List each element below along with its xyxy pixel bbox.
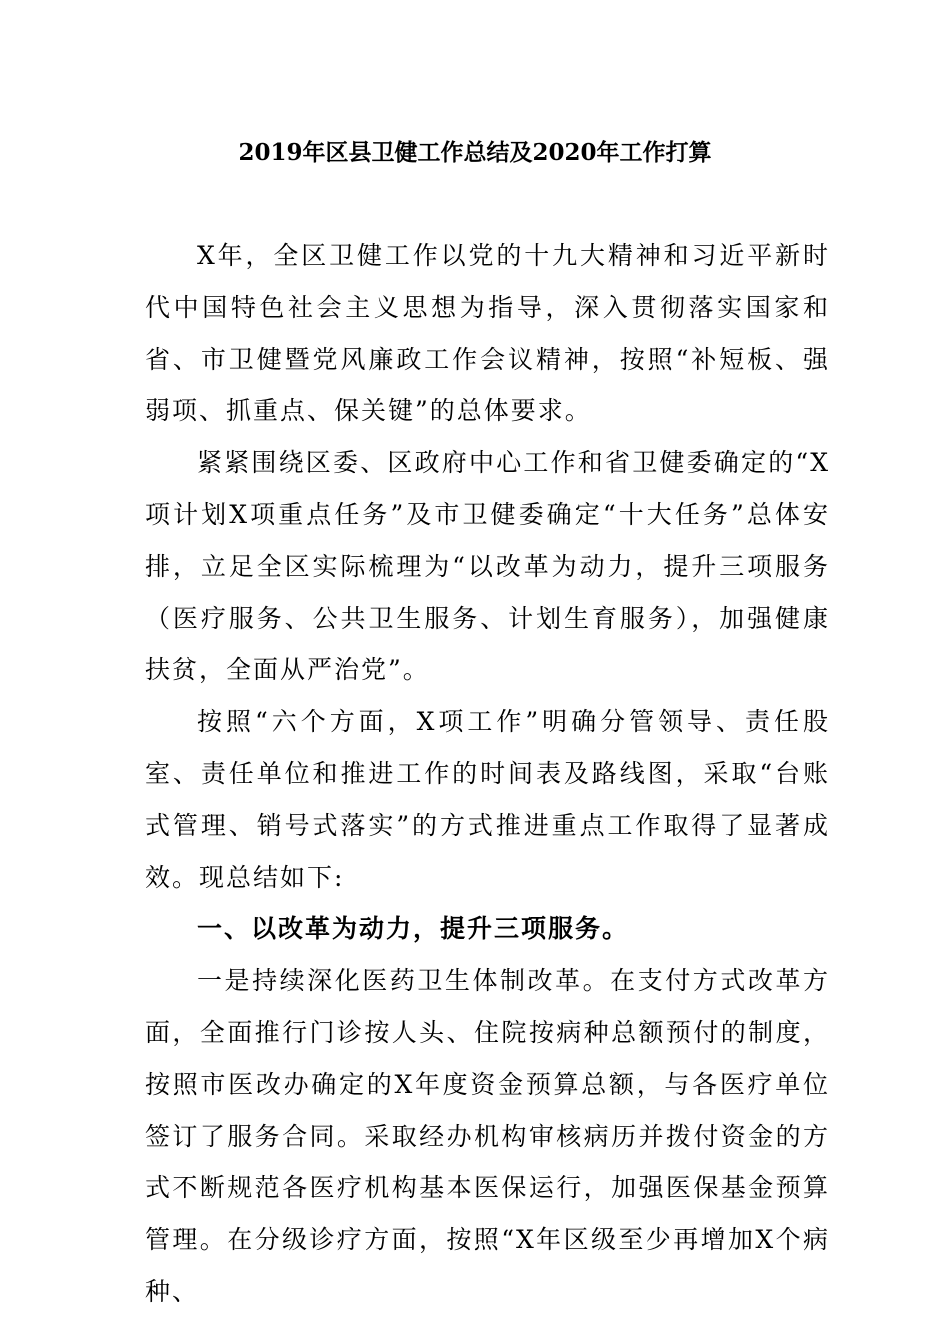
paragraph-tasks: 紧紧围绕区委、区政府中心工作和省卫健委确定的“X项计划X项重点任务”及市卫健委确定“十大任务”总体安排，立足全区实际梳理为“以改革为动力，提升三项服务（医疗服务、公共卫生服务、计划生育服务），加强健康扶贫，全面从严治党”。	[145, 448, 830, 685]
paragraph-reform: 一是持续深化医药卫生体制改革。在支付方式改革方面，全面推行门诊按人头、住院按病种总额预付的制度，按照市医改办确定的X年度资金预算总额，与各医疗单位签订了服务合同。采取经办机构审核病历并拨付资金的方式不断规范各医疗机构基本医保运行，加强医保基金预算管理。在分级诊疗方面，按照“X年区级至少再增加X个病种、	[145, 966, 830, 1306]
paragraph-method: 按照“六个方面，X项工作”明确分管领导、责任股室、责任单位和推进工作的时间表及路线图，采取“台账式管理、销号式落实”的方式推进重点工作取得了显著成效。现总结如下:	[145, 707, 830, 892]
paragraph-intro: X年，全区卫健工作以党的十九大精神和习近平新时代中国特色社会主义思想为指导，深入贯彻落实国家和省、市卫健暨党风廉政工作会议精神，按照“补短板、强弱项、抓重点、保关键”的总体要求。	[145, 241, 830, 426]
document-body	[145, 230, 830, 1318]
document-title: 2019年区县卫健工作总结及2020年工作打算	[238, 139, 712, 166]
section-heading: 一、以改革为动力，提升三项服务。	[197, 914, 630, 944]
